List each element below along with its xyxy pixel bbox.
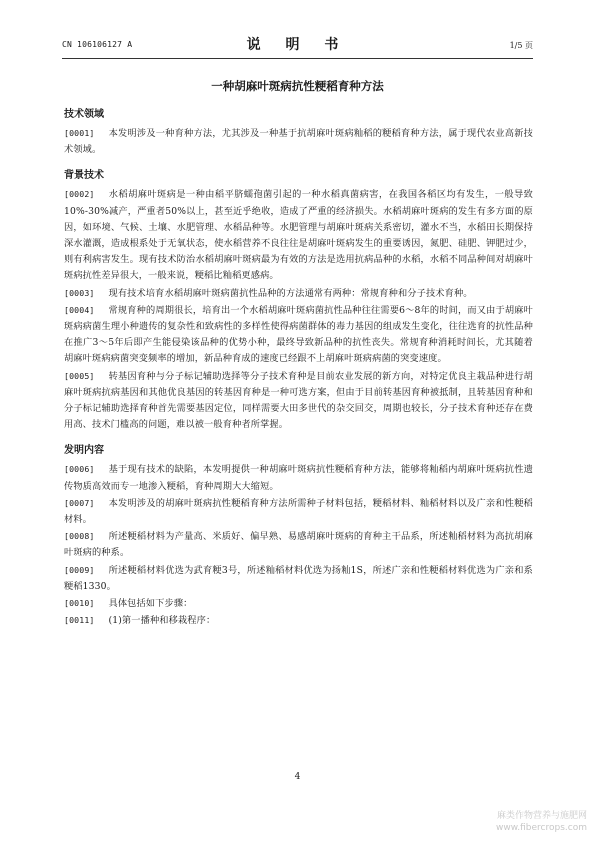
paragraph-text: 所述粳稻材料为产量高、米质好、偏早熟、易感胡麻叶斑病的育种主干品系，所述籼稻材料为高抗胡麻叶斑病的种系。: [64, 531, 533, 559]
paragraph-number: [0009]: [64, 564, 95, 575]
paragraph: [64, 562, 533, 595]
section-heading: 技术领域: [64, 109, 104, 120]
paragraph-text: (1)第一播种和移栽程序：: [108, 615, 216, 627]
paragraph-text: 具体包括如下步骤：: [108, 598, 193, 610]
paragraph-text: 常规育种的周期很长，培育出一个水稻胡麻叶斑病菌抗性品种往往需要6～8年的时间，而又由于胡麻叶斑病病菌生理小种遗传的复杂性和致病性的多样性使得病菌群体的毒力基因的组成发生变化，往往选育的抗性品种在推广3～5年后即产生能侵染该品种的优势小种，最终导致新品种的抗性丧失。常规育种消耗时间长，尤其随着胡麻叶斑病病菌突变频率的增加，新品种育成的速度已经跟不上胡麻叶斑病病菌的突变速度。: [64, 304, 533, 365]
paragraph: [64, 186, 533, 284]
paragraph: [64, 612, 533, 629]
paragraph: [64, 495, 533, 528]
paragraph: [64, 528, 533, 561]
paragraph-number: [0003]: [64, 287, 95, 298]
paragraph-text: 本发明涉及的胡麻叶斑病抗性粳稻育种方法所需种子材料包括，粳稻材料、籼稻材料以及广亲和性粳稻材料。: [64, 497, 533, 526]
description-body: [64, 108, 533, 640]
paragraph-text: 本发明涉及一种育种方法，尤其涉及一种基于抗胡麻叶斑病籼稻的粳稻育种方法，属于现代农业高新技术领域。: [64, 128, 533, 156]
paragraph-number: [0008]: [64, 531, 95, 542]
watermark: [496, 810, 587, 834]
section: [64, 444, 533, 629]
paragraph-number: [0002]: [64, 189, 95, 200]
paragraph: [64, 302, 533, 368]
page-info: 1/5 页: [509, 41, 533, 50]
paragraph: [64, 368, 533, 434]
watermark-line1: 麻类作物营养与施肥网: [496, 811, 587, 821]
paragraph-number: [0004]: [64, 304, 95, 315]
watermark-line2: www.fibercrops.com: [496, 823, 587, 833]
paragraph-number: [0005]: [64, 370, 95, 381]
section-heading: 背景技术: [64, 170, 104, 182]
section: [64, 169, 533, 433]
paragraph-number: [0011]: [64, 615, 95, 626]
paragraph-text: 现有技术培育水稻胡麻叶斑病菌抗性品种的方法通常有两种：常规育种和分子技术育种。: [108, 287, 473, 299]
document-type-title: 说 明 书: [246, 37, 349, 53]
paragraph-number: [0006]: [64, 464, 95, 475]
paragraph-text: 水稻胡麻叶斑病是一种由稻平脐蠕孢菌引起的一种水稻真菌病害，在我国各稻区均有发生，一般导致10%-30%减产，严重者50%以上，甚至近乎绝收，造成了严重的经济损失。水稻胡麻叶斑病的发生有多方面的原因，如环境、气候、土壤、水肥管理、水稻品种等。水肥管理与胡麻叶斑病关系密切，灌水不当，水稻田长期保持深水灌溉，造成根系处于无氧状态，使水稻营养不良往往是胡麻叶斑病发生的重要诱因，氮肥、硅肥、钾肥过少，则有利病害发生。现有技术防治水稻胡麻叶斑病最为有效的方法是选用抗病品种的水稻，水稻不同品种间对胡麻叶斑病抗性差异很大，一般来说，粳稻比籼稻更感病。: [64, 189, 533, 282]
page-number: 4: [294, 772, 301, 782]
paragraph-number: [0001]: [64, 128, 95, 138]
section-heading: 发明内容: [64, 445, 104, 457]
paragraph-number: [0010]: [64, 598, 95, 609]
paragraph-text: 所述粳稻材料优选为武育粳3号，所述籼稻材料优选为扬籼1S，所述广亲和性粳稻材料优选为广亲和系粳稻1330。: [64, 564, 533, 592]
page-header: [62, 34, 533, 58]
paragraph: [64, 285, 533, 302]
paragraph-number: [0007]: [64, 497, 95, 508]
paragraph-text: 转基因育种与分子标记辅助选择等分子技术育种是目前农业发展的新方向，对特定优良主栽品种进行胡麻叶斑病抗病基因和其他优良基因的转基因育种是一种可选方案，但由于目前转基因育种被抵制，且转基因育种和分子标记辅助选择育种首先需要基因定位，同样需要大田多世代的杂交回交，周期也较长，分子技术育种还存在费用高、技术门槛高的问题，难以被一般育种者所掌握。: [64, 370, 533, 431]
paragraph: [64, 461, 533, 494]
publication-number: CN 106106127 A: [62, 40, 133, 49]
section: [64, 108, 533, 158]
paragraph: [64, 125, 533, 158]
header-divider: [62, 58, 533, 59]
paragraph: [64, 595, 533, 612]
paragraph-text: 基于现有技术的缺陷，本发明提供一种胡麻叶斑病抗性粳稻育种方法，能够将籼稻内胡麻叶斑病抗性遗传物质高效而专一地渗入粳稻，育种周期大大缩短。: [64, 464, 533, 492]
invention-title: 一种胡麻叶斑病抗性粳稻育种方法: [211, 79, 384, 93]
